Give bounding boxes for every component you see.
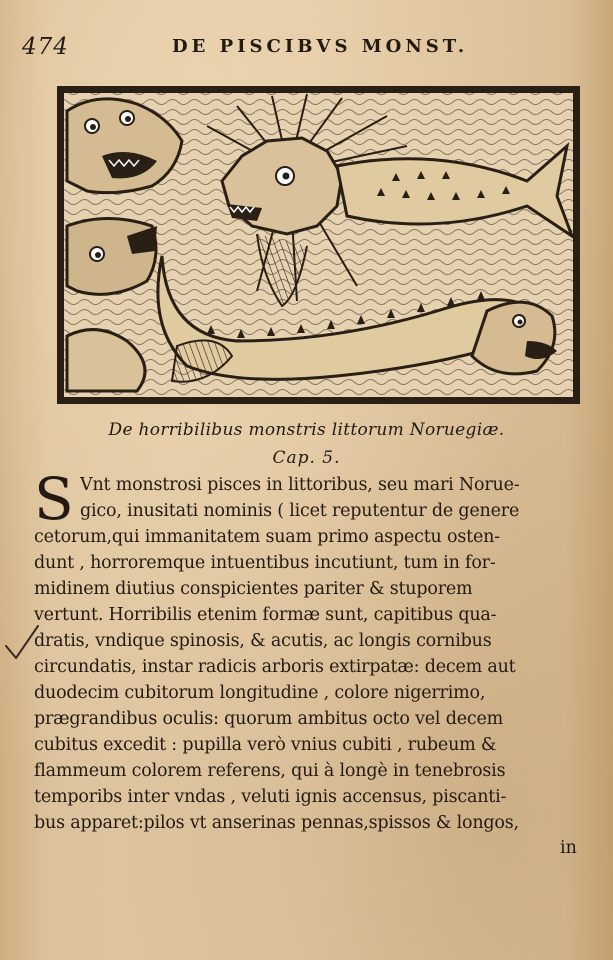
text-line: temporibs inter vndas , veluti ignis accensus, piscanti- xyxy=(34,787,507,807)
text-line: bus apparet:pilos vt anserinas pennas,spissos & longos, xyxy=(34,813,519,833)
catchword: in xyxy=(560,838,577,858)
text-line: vertunt. Horribilis etenim formæ sunt, capitibus qua- xyxy=(34,605,497,625)
text-line: cetorum,qui immanitatem suam primo aspectu osten- xyxy=(34,527,500,547)
page-number: 474 xyxy=(22,34,69,60)
text-line: dunt , horroremque intuentibus incutiunt, tum in for- xyxy=(34,553,496,573)
text-line: cubitus excedit : pupilla verò vnius cubiti , rubeum & xyxy=(34,735,497,755)
text-line: dratis, vndique spinosis, & acutis, ac longis cornibus xyxy=(34,631,492,651)
text-line: duodecim cubitorum longitudine , colore nigerrimo, xyxy=(34,683,486,703)
running-title: DE PISCIBVS MONST. xyxy=(172,36,469,57)
running-head xyxy=(0,34,613,60)
text-line: Vnt monstrosi pisces in littoribus, seu mari Norue- xyxy=(80,475,520,495)
text-line: midinem diutius conspicientes pariter & stuporem xyxy=(34,579,473,599)
text-line: prægrandibus oculis: quorum ambitus octo vel decem xyxy=(34,709,504,729)
figure-caption: De horribilibus monstris littorum Noruegiæ. xyxy=(108,420,505,440)
text-line: flammeum colorem referens, qui à longè in tenebrosis xyxy=(34,761,506,781)
chapter-label: Cap. 5. xyxy=(272,448,341,468)
sea-monsters-woodcut-icon xyxy=(57,86,580,404)
drop-cap: S xyxy=(34,465,74,533)
checkmark-icon xyxy=(2,622,42,662)
text-line: gico, inusitati nominis ( licet reputentur de genere xyxy=(80,501,520,521)
text-line: circundatis, instar radicis arboris extirpatæ: decem aut xyxy=(34,657,516,677)
